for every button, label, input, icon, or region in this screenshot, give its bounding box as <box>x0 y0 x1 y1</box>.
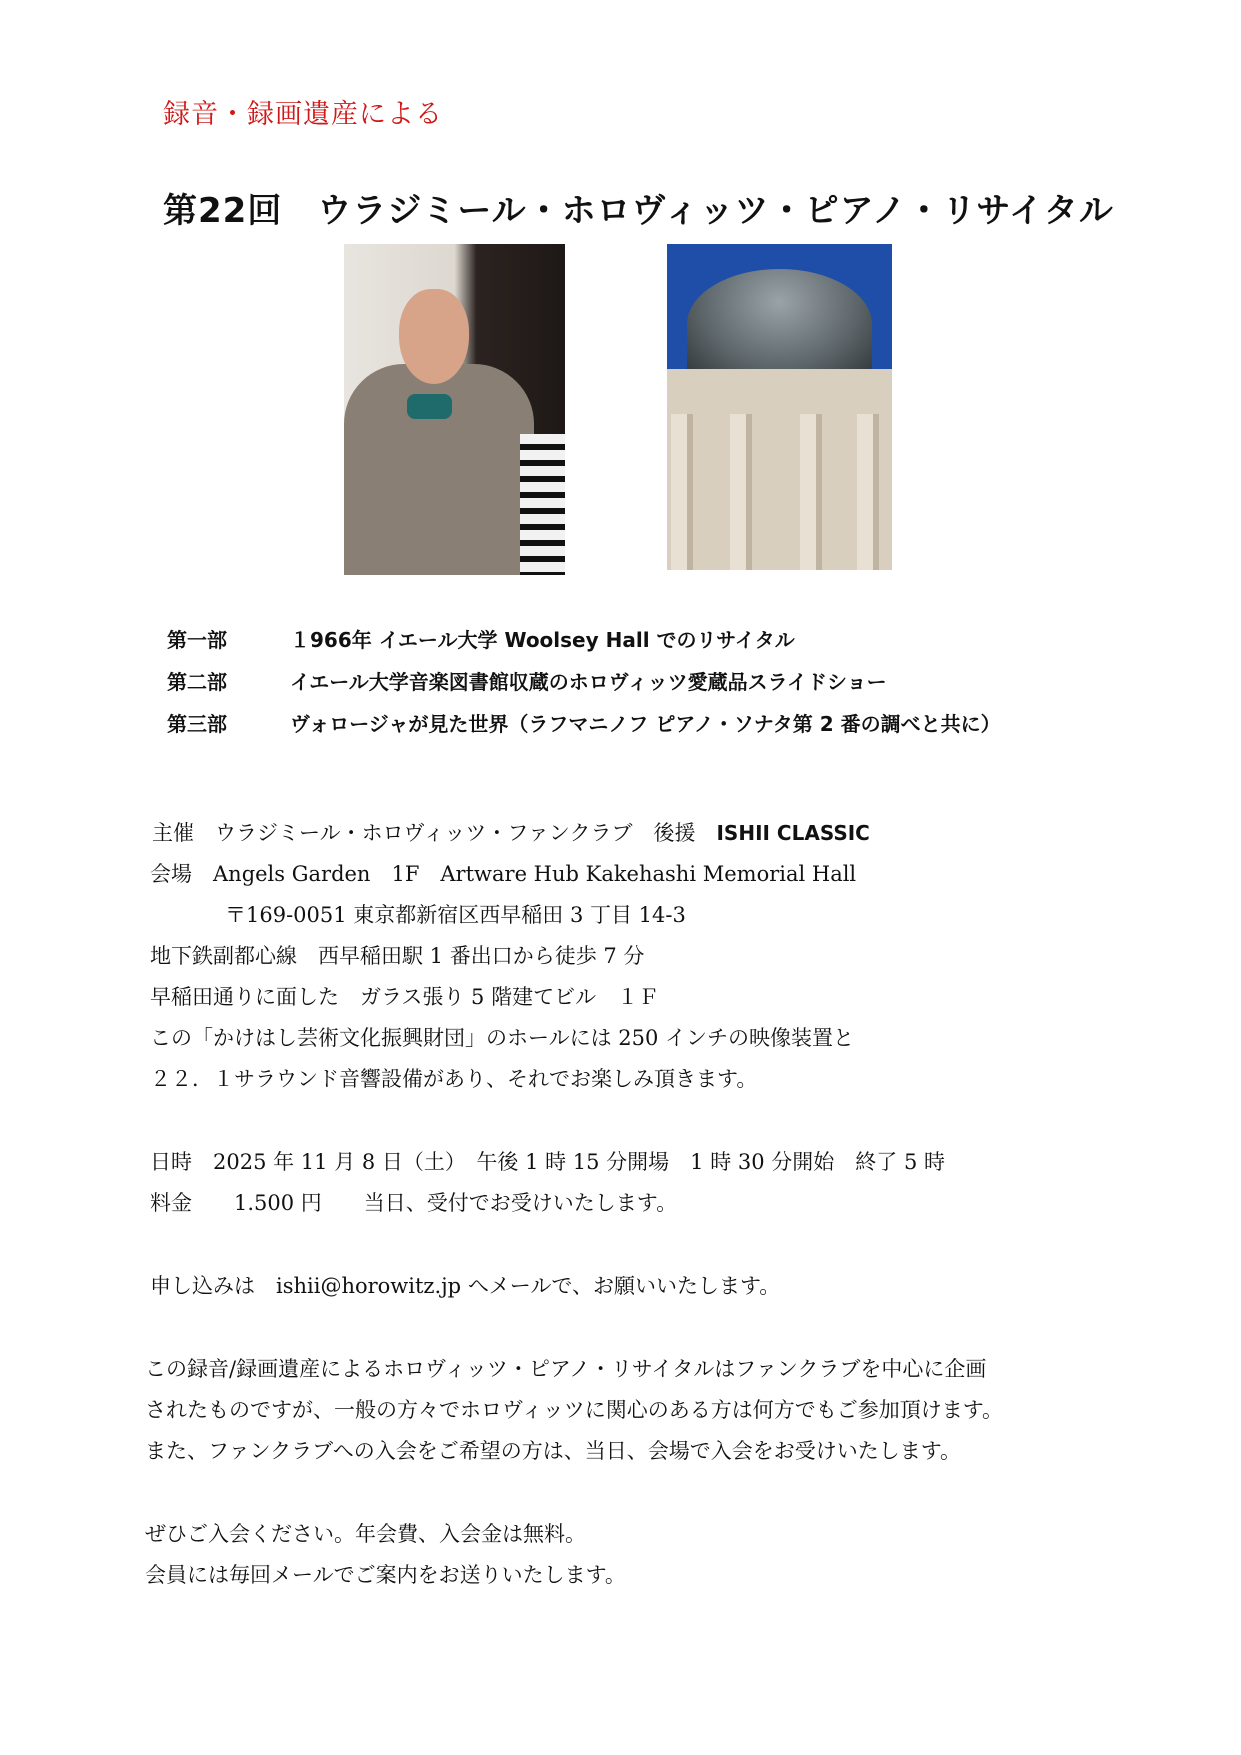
closing-line: ぜひご入会ください。年会費、入会金は無料。 <box>145 1522 586 1546</box>
hall-description-2: ２２．１サラウンド音響設備があり、それでお楽しみ頂きます。 <box>150 1067 758 1091</box>
column-shape <box>800 414 822 570</box>
sponsor-name: ISHII CLASSIC <box>716 821 870 845</box>
program-part-label: 第二部 <box>167 670 227 694</box>
page-title: 第22回 ウラジミール・ホロヴィッツ・ピアノ・リサイタル <box>163 191 1114 231</box>
application-line <box>150 1270 780 1300</box>
program-part-label: 第一部 <box>167 628 227 652</box>
dome-shape <box>687 269 872 379</box>
portrait-bowtie-shape <box>407 394 452 419</box>
program-part-label: 第三部 <box>167 712 227 736</box>
application-prefix: 申し込みは <box>150 1274 255 1298</box>
closing-line: 会員には毎回メールでご案内をお送りいたします。 <box>145 1563 626 1587</box>
subtitle: 録音・録画遺産による <box>163 99 443 130</box>
access-line-1: 地下鉄副都心線 西早稲田駅 1 番出口から徒歩 7 分 <box>150 944 645 968</box>
fee-label: 料金 <box>150 1191 192 1215</box>
date-label: 日時 <box>150 1150 192 1174</box>
note-line: また、ファンクラブへの入会をご希望の方は、当日、会場で入会をお受けいたします。 <box>145 1439 962 1463</box>
column-shape <box>857 414 879 570</box>
organizer-label: 主催 <box>152 821 194 845</box>
application-email-link[interactable]: ishii@horowitz.jp <box>276 1274 462 1298</box>
note-line: されたものですが、一般の方々でホロヴィッツに関心のある方は何方でもご参加頂けます。 <box>145 1398 1004 1422</box>
portrait-head-shape <box>399 289 469 384</box>
application-suffix: へメールで、お願いいたします。 <box>467 1274 781 1298</box>
program-part-text: イエール大学音楽図書館収蔵のホロヴィッツ愛蔵品スライドショー <box>290 670 887 694</box>
venue-label: 会場 <box>150 862 192 886</box>
date-value: 2025 年 11 月 8 日（土） 午後 1 時 15 分開場 1 時 30 分開始 終了 5 時 <box>213 1150 946 1174</box>
column-shape <box>730 414 752 570</box>
column-shape <box>671 414 693 570</box>
address-line: 〒169-0051 東京都新宿区西早稲田 3 丁目 14-3 <box>225 903 686 927</box>
organizer-name: ウラジミール・ホロヴィッツ・ファンクラブ <box>215 821 633 845</box>
piano-keys-shape <box>520 434 565 575</box>
venue-line <box>150 858 856 888</box>
sponsor-label: 後援 <box>653 821 696 845</box>
program-part-text: ヴォロージャが見た世界（ラフマニノフ ピアノ・ソナタ第 2 番の調べと共に） <box>290 712 1001 736</box>
note-line: この録音/録画遺産によるホロヴィッツ・ピアノ・リサイタルはファンクラブを中心に企画 <box>145 1357 987 1381</box>
woolsey-hall-image <box>667 244 892 570</box>
hall-description-1: この「かけはし芸術文化振興財団」のホールには 250 インチの映像装置と <box>150 1026 855 1050</box>
date-line <box>150 1146 945 1176</box>
access-line-2: 早稲田通りに面した ガラス張り 5 階建てビル １Ｆ <box>150 985 660 1009</box>
program-part-text: １966年 イエール大学 Woolsey Hall でのリサイタル <box>290 628 795 652</box>
venue-name: Angels Garden 1F Artware Hub Kakehashi Memorial Hall <box>213 862 857 886</box>
fee-line <box>150 1187 677 1217</box>
fee-value: 1.500 円 <box>234 1191 322 1215</box>
fee-note: 当日、受付でお受けいたします。 <box>363 1191 678 1215</box>
organizer-line <box>152 817 870 847</box>
horowitz-portrait-image <box>344 244 565 575</box>
